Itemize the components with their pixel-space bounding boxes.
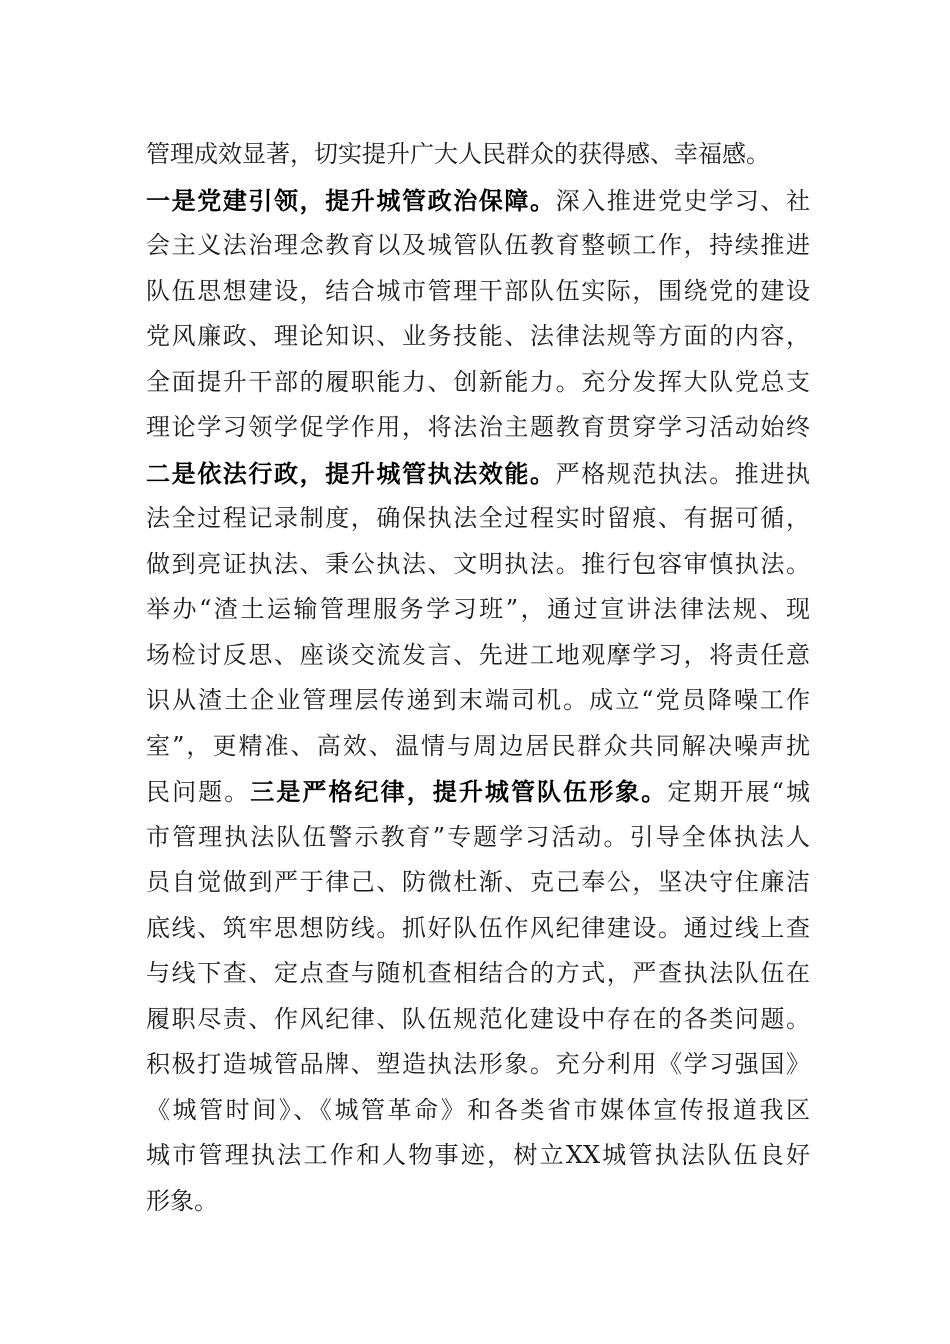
text-line xyxy=(146,542,810,588)
text-run: 积极打造城管品牌、塑造执法形象。充分利用《学习强国》 xyxy=(146,1050,810,1078)
text-run: 举办“渣土运输管理服务学习班”，通过宣讲法律法规、现 xyxy=(146,595,810,623)
body-text xyxy=(146,132,810,1224)
text-line xyxy=(146,451,810,497)
text-line xyxy=(146,997,810,1043)
text-line xyxy=(146,724,810,770)
text-line xyxy=(146,132,810,178)
text-line xyxy=(146,178,810,224)
text-run: 法全过程记录制度，确保执法全过程实时留痕、有据可循， xyxy=(146,504,810,532)
text-line xyxy=(146,951,810,997)
text-line xyxy=(146,815,810,861)
text-line xyxy=(146,633,810,679)
text-line xyxy=(146,314,810,360)
text-run: 城市管理执法工作和人物事迹，树立XX城管执法队伍良好 xyxy=(146,1141,810,1169)
text-run: 履职尽责、作风纪律、队伍规范化建设中存在的各类问题。 xyxy=(146,1004,810,1033)
text-run: 深入推进党史学习、社 xyxy=(555,186,810,215)
text-line xyxy=(146,496,810,542)
text-run: 民问题。 xyxy=(146,778,251,806)
text-line xyxy=(146,223,810,269)
text-line xyxy=(146,587,810,633)
text-line xyxy=(146,1042,810,1088)
text-line xyxy=(146,360,810,406)
text-run: 队伍思想建设，结合城市管理干部队伍实际，围绕党的建设 xyxy=(146,276,810,305)
text-run: 会主义法治理念教育以及城管队伍教育整顿工作，持续推进 xyxy=(146,231,810,259)
text-run: 全面提升干部的履职能力、创新能力。充分发挥大队党总支 xyxy=(146,367,810,396)
text-line xyxy=(146,405,810,451)
text-run: 做到亮证执法、秉公执法、文明执法。推行包容审慎执法。 xyxy=(146,549,810,578)
section-heading: 二是依法行政，提升城管执法效能。 xyxy=(146,458,556,488)
text-run: 定期开展“城 xyxy=(667,778,810,806)
text-run: 《城管时间》、《城管革命》和各类省市媒体宣传报道我区 xyxy=(146,1095,810,1124)
text-run: 场检讨反思、座谈交流发言、先进工地观摩学习，将责任意 xyxy=(146,640,810,669)
text-line xyxy=(146,678,810,724)
section-heading: 三是严格纪律，提升城管队伍形象。 xyxy=(250,777,668,806)
text-line xyxy=(146,269,810,315)
text-run: 识从渣土企业管理层传递到末端司机。成立“党员降噪工作 xyxy=(146,686,810,714)
text-run: 形象。 xyxy=(146,1186,218,1215)
text-run: 市管理执法队伍警示教育”专题学习活动。引导全体执法人 xyxy=(146,822,810,851)
text-run: 与线下查、定点查与随机查相结合的方式，严查执法队伍在 xyxy=(146,959,810,987)
text-run: 管理成效显著，切实提升广大人民群众的获得感、幸福感。 xyxy=(146,140,770,168)
text-run: 底线、筑牢思想防线。抓好队伍作风纪律建设。通过线上查 xyxy=(146,913,810,942)
text-line xyxy=(146,769,810,815)
text-line xyxy=(146,1088,810,1134)
text-run: 理论学习领学促学作用，将法治主题教育贯穿学习活动始终 xyxy=(146,413,810,441)
text-run: 严格规范执法。推进执 xyxy=(555,459,810,488)
text-line xyxy=(146,860,810,906)
text-line xyxy=(146,1179,810,1225)
text-run: 室”，更精准、高效、温情与周边居民群众共同解决噪声扰 xyxy=(146,731,810,760)
section-heading: 一是党建引领，提升城管政治保障。 xyxy=(146,185,556,215)
text-line xyxy=(146,906,810,952)
text-run: 员自觉做到严于律己、防微杜渐、克己奉公，坚决守住廉洁 xyxy=(146,868,810,896)
text-line xyxy=(146,1133,810,1179)
text-run: 党风廉政、理论知识、业务技能、法律法规等方面的内容， xyxy=(146,322,810,350)
